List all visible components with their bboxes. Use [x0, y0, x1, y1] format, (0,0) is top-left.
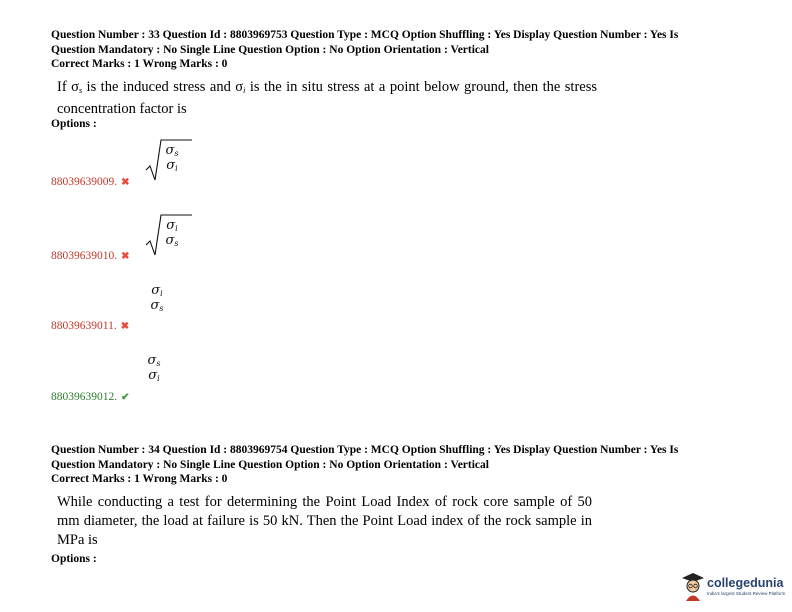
- collegedunia-logo: [680, 570, 788, 604]
- option-4-id[interactable]: 88039639012. ✔: [51, 391, 130, 403]
- option-1-id[interactable]: 88039639009. ✖: [51, 176, 130, 188]
- q34-marks: Correct Marks : 1 Wrong Marks : 0: [51, 473, 228, 485]
- check-mark-icon: ✔: [121, 392, 130, 403]
- q34-meta-line1: Question Number : 34 Question Id : 8803969754 Question Type : MCQ Option Shuffling : Yes Display Question Number : Yes Is: [51, 444, 679, 456]
- option-3-id[interactable]: 88039639011. ✖: [51, 320, 130, 332]
- option-1-fraction: $\sigma_s$ $\sigma_i$: [165, 143, 179, 173]
- student-mascot-icon: [680, 570, 706, 602]
- q34-question-text: While conducting a test for determining the Point Load Index of rock core sample of 50 mm diameter, the load at failure is 50 kN. Then the Point Load index of the rock sample in MPa is: [57, 494, 592, 548]
- q34-options-label: Options :: [51, 553, 97, 565]
- q33-meta: [51, 28, 751, 72]
- logo-wordmark: collegedunia: [707, 576, 784, 590]
- q33-meta-line1: Question Number : 33 Question Id : 8803969753 Question Type : MCQ Option Shuffling : Yes Display Question Number : Yes Is: [51, 29, 679, 41]
- q33-options-label: Options :: [51, 118, 97, 130]
- q34-meta: [51, 443, 751, 487]
- logo-tagline: India's largest Student Review Platform: [707, 591, 786, 596]
- q33-question-text: If $\sigma_s$ is the induced stress and $\sigma_i$ is the in situ stress at a point below ground, then the stress concentration factor is: [57, 79, 598, 117]
- q33-meta-line2: Question Mandatory : No Single Line Question Option : No Option Orientation : Vertical: [51, 43, 489, 56]
- option-2-fraction: $\sigma_i$ $\sigma_s$: [165, 218, 179, 248]
- wrong-mark-icon: ✖: [120, 321, 130, 332]
- wrong-mark-icon: ✖: [121, 177, 130, 188]
- option-2-id[interactable]: 88039639010. ✖: [51, 250, 130, 262]
- option-4-fraction: $\sigma_s$ $\sigma_i$: [147, 353, 161, 383]
- q33-marks: Correct Marks : 1 Wrong Marks : 0: [51, 58, 228, 70]
- option-3-fraction: $\sigma_i$ $\sigma_s$: [150, 283, 164, 313]
- q34-meta-line2: Question Mandatory : No Single Line Question Option : No Option Orientation : Vertical: [51, 458, 489, 471]
- wrong-mark-icon: ✖: [121, 251, 130, 262]
